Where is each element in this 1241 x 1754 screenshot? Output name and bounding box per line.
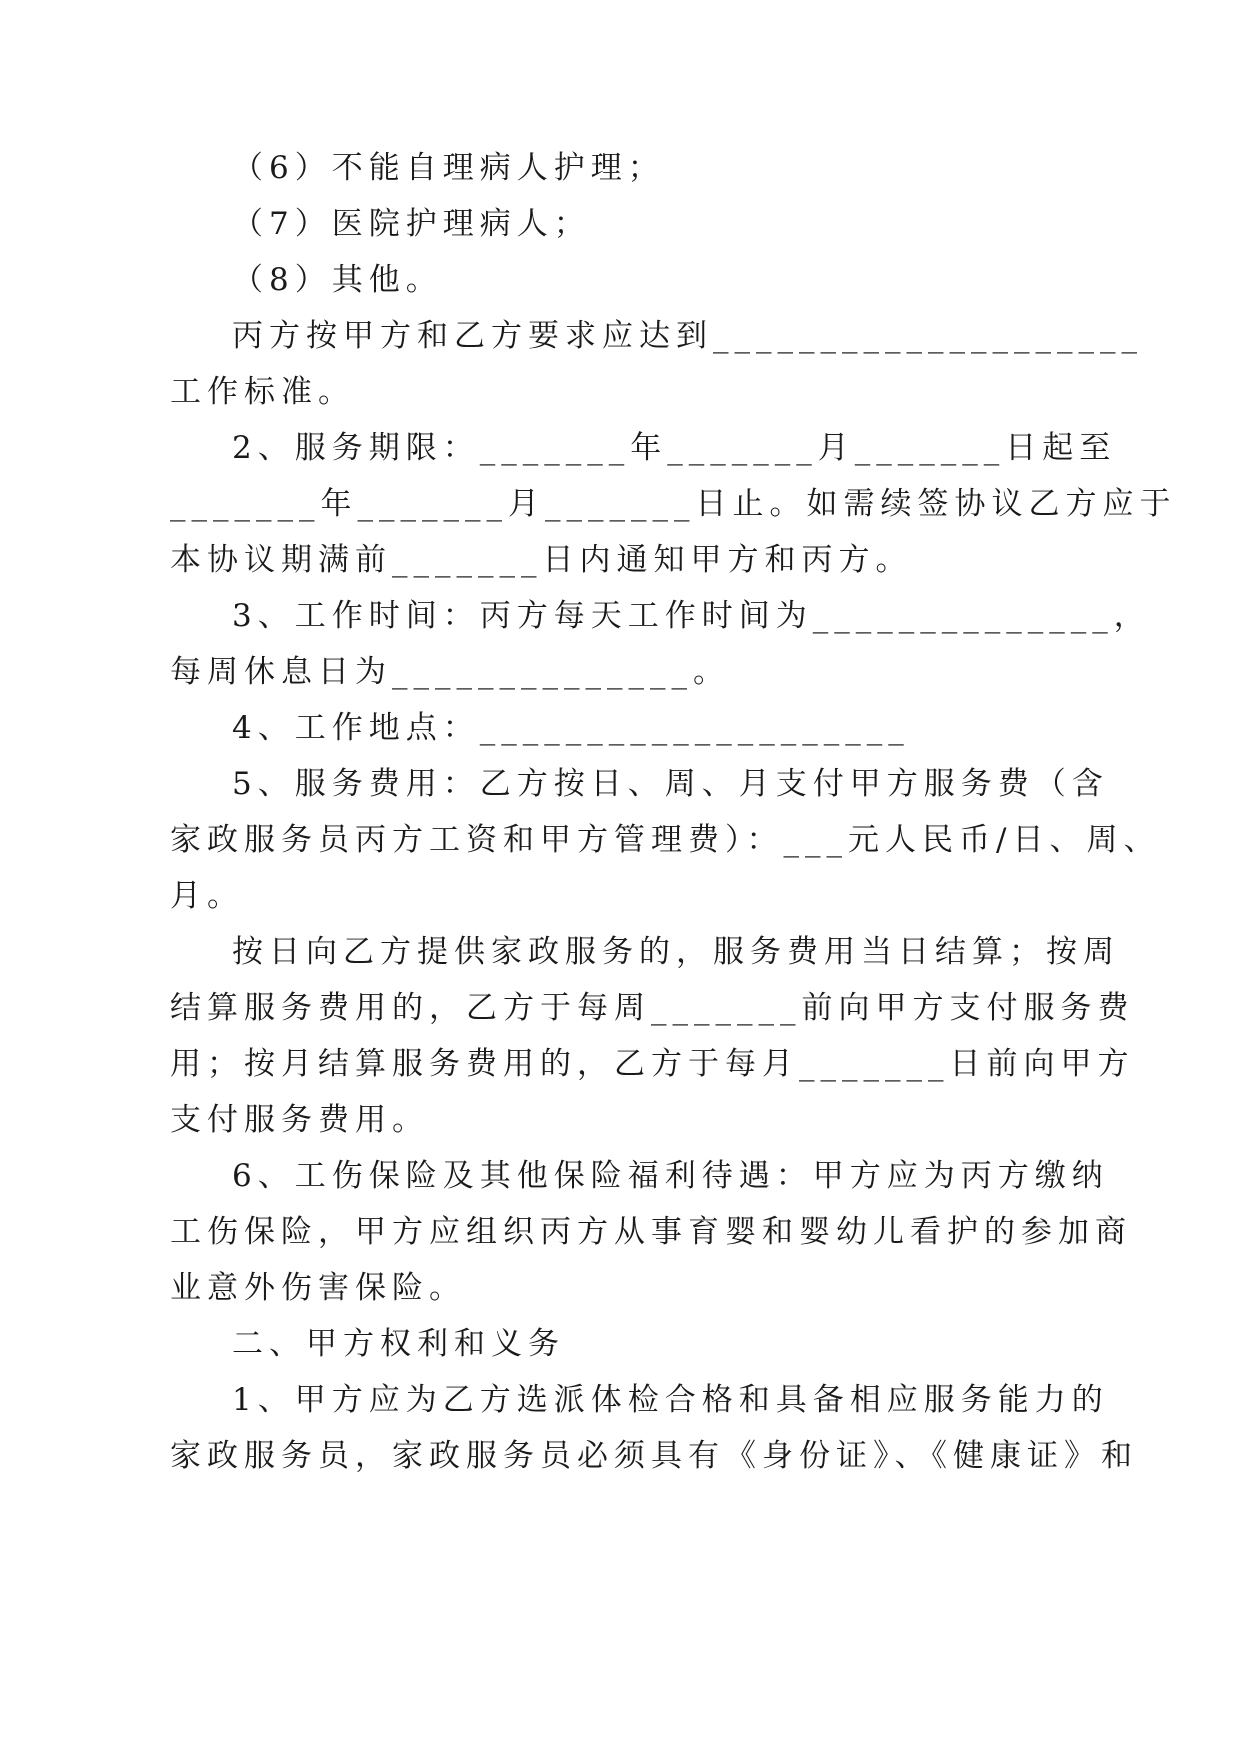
insurance-end: 业意外伤害保险。 (170, 1270, 466, 1306)
item-7-line: （7）医院护理病人； (232, 206, 591, 242)
work-standard-continuation: 工作标准。 (170, 374, 355, 410)
work-standard-line: 丙方按甲方和乙方要求应达到____________________ (232, 318, 1143, 354)
service-term-continuation: _______年_______月_______日止。如需续签协议乙方应于 (170, 486, 1177, 522)
item-6-line: （6）不能自理病人护理； (232, 150, 665, 186)
work-location-line: 4、工作地点：____________________ (232, 710, 910, 746)
party-a-duty-continuation: 家政服务员，家政服务员必须具有《身份证》、《健康证》和 (170, 1438, 1138, 1474)
service-term-line: 2、服务期限：_______年_______月_______日起至 (232, 430, 1117, 466)
settlement-end: 支付服务费用。 (170, 1102, 429, 1138)
working-hours-line: 3、工作时间：丙方每天工作时间为______________， (232, 598, 1151, 634)
settlement-weekly: 结算服务费用的，乙方于每周_______前向甲方支付服务费 (170, 990, 1135, 1026)
insurance-continuation: 工伤保险，甲方应组织丙方从事育婴和婴幼儿看护的参加商 (170, 1214, 1132, 1250)
insurance-line: 6、工伤保险及其他保险福利待遇：甲方应为丙方缴纳 (232, 1158, 1109, 1194)
settlement-monthly: 用；按月结算服务费用的，乙方于每月_______日前向甲方 (170, 1046, 1135, 1082)
service-term-renewal: 本协议期满前_______日内通知甲方和丙方。 (170, 542, 913, 578)
item-8-line: （8）其他。 (232, 262, 443, 298)
service-fee-end: 月。 (170, 878, 244, 914)
section-heading-party-a: 二、甲方权利和义务 (232, 1326, 565, 1362)
rest-day-line: 每周休息日为______________。 (170, 654, 730, 690)
service-fee-line: 5、服务费用：乙方按日、周、月支付甲方服务费（含 (232, 766, 1109, 802)
settlement-line: 按日向乙方提供家政服务的，服务费用当日结算；按周 (232, 934, 1120, 970)
party-a-duty-line: 1、甲方应为乙方选派体检合格和具备相应服务能力的 (232, 1382, 1109, 1418)
service-fee-continuation: 家政服务员丙方工资和甲方管理费）：___元人民币/日、周、 (170, 822, 1161, 858)
